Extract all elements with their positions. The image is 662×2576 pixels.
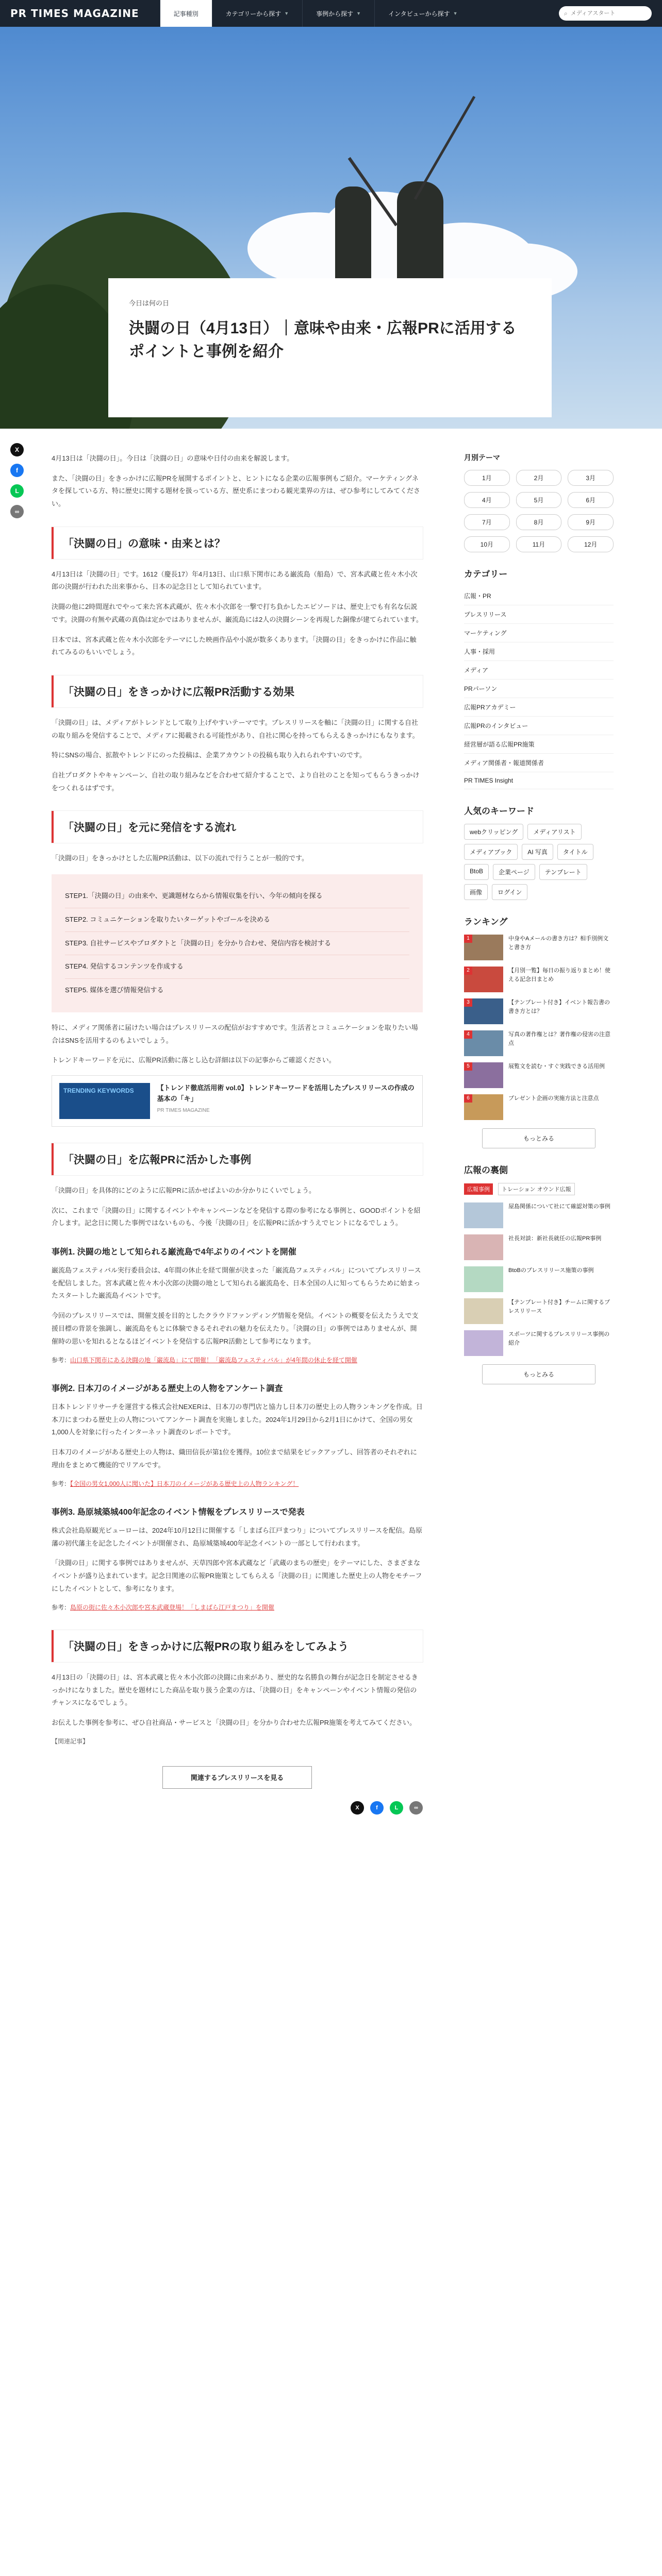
ref-prefix: 参考：	[52, 1604, 71, 1612]
ad-item[interactable]	[464, 1266, 614, 1292]
ranking-text: 【テンプレート付き】イベント報告書の書き方とは？	[508, 999, 610, 1014]
paragraph: 特に、メディア関係者に届けたい場合はプレスリリースの配信がおすすめです。生活者とコミュニケーションを取りたい場合はSNSを活用するのもよいでしょう。	[52, 1023, 418, 1044]
hero-title-card	[108, 278, 552, 417]
step-item: STEP1.「決闘の日」の由来や、更識題材ならから情報収集を行い、今年の傾向を探る	[65, 885, 409, 908]
paragraph: 「決闘の日」をきっかけとした広報PR活動は、以下の流れで行うことが一般的です。	[52, 854, 309, 862]
ad-text: 屋島関係について社にて確認対策の事例	[508, 1204, 610, 1210]
paragraph: お伝えした事例を参考に、ぜひ自社商品・サービスと「決闘の日」を分かり合わせた広報PR施策を考えてみてください。	[52, 1718, 417, 1726]
ranking-text: 展覧文を読む・すぐ実践できる活用例	[508, 1063, 605, 1070]
nav-article-type[interactable]: 記事種別	[160, 0, 212, 27]
x-icon[interactable]: X	[10, 443, 24, 456]
category-item[interactable]: 広報PRアカデミー	[464, 698, 614, 717]
nav-category[interactable]	[212, 0, 302, 27]
paragraph: 日本刀のイメージがある歴史上の人物は、織田信長が第1位を獲得。10位まで結果をピックアップし、回答者のそれぞれに理由をまとめて機能的でリアルです。	[52, 1448, 417, 1469]
keyword-tag[interactable]: テンプレート	[539, 864, 587, 880]
steps-box	[52, 874, 423, 1012]
search-input[interactable]	[571, 10, 647, 16]
section-heading: 「決闘の日」の意味・由来とは？	[52, 527, 423, 559]
link-icon[interactable]: ∞	[10, 505, 24, 518]
ad-text: スポーツに関するプレスリリース事例の紹介	[508, 1331, 610, 1346]
category-item[interactable]: プレスリリース	[464, 605, 614, 624]
ad-thumbnail	[464, 1298, 503, 1324]
step-item: STEP3. 自社サービスやプロダクトと「決闘の日」を分かり合わせ、発信内容を検討する	[65, 932, 409, 956]
ad-item[interactable]	[464, 1298, 614, 1324]
ad-thumbnail	[464, 1234, 503, 1260]
reference-link[interactable]: 島原の街に佐々木小次郎や宮本武蔵登場！「しまばら江戸まつり」を開催	[70, 1604, 275, 1612]
month-button[interactable]: 6月	[568, 492, 614, 508]
keyword-tag[interactable]: メディアブック	[464, 844, 518, 860]
category-item[interactable]: 経営層が語る広報PR施策	[464, 735, 614, 754]
paragraph: 次に、これまで「決闘の日」に関するイベントやキャンペーンなどを発信する際の参考になる事例と、GOODポイントを紹介します。記念日に関した事例ではないものも、今後「決闘の日」を広報PRに活かすうえでヒントになるでしょう。	[52, 1206, 421, 1227]
ranking-thumbnail	[464, 998, 503, 1024]
main-nav	[160, 0, 471, 27]
case-heading: 事例2. 日本刀のイメージがある歴史上の人物をアンケート調査	[52, 1384, 283, 1393]
ranking-text: 【月別一覧】毎日の振り返りまとめ！使える記念日まとめ	[508, 968, 610, 982]
ranking-item[interactable]	[464, 998, 614, 1024]
paragraph: 「決闘の日」を具体的にどのように広報PRに活かせばよいのか分かりにくいでしょう。	[52, 1187, 316, 1195]
ad-list	[464, 1202, 614, 1356]
nav-cases[interactable]	[302, 0, 374, 27]
paragraph: 4月13日の「決闘の日」は、宮本武蔵と佐々木小次郎の決闘に由来があり、歴史的な名勝負の舞台が記念日を制定させるきっかけになりました。歴史を題材にした商品を取り扱う企業の方は、「決闘の日」をキャンペーンやイベント情報の発信のチャンスになるでしょう。	[52, 1673, 418, 1707]
ranking-thumbnail	[464, 1030, 503, 1056]
month-button[interactable]: 3月	[568, 470, 614, 486]
keyword-list	[464, 824, 614, 900]
keyword-title: 人気のキーワード	[464, 806, 534, 816]
ad-category[interactable]: トレーション オウンド広報	[498, 1183, 575, 1195]
ad-thumbnail	[464, 1266, 503, 1292]
reference	[52, 1479, 423, 1490]
share-bar-bottom	[52, 1801, 423, 1815]
intro-paragraph: また、「決闘の日」をきっかけに広報PRを展開するポイントと、ヒントになる企業の広報事例もご紹介。マーケティングネタを探している方、特に歴史に関する題材を扱っている方、歴史系にまつわる観光業界の方は、ぜひ参考にしてみてください。	[52, 474, 421, 508]
category-item[interactable]: 人事・採用	[464, 642, 614, 661]
ad-text: BtoBのプレスリリース施策の事例	[508, 1267, 594, 1274]
reference	[52, 1602, 423, 1614]
keyword-tag[interactable]: 企業ページ	[493, 864, 535, 880]
search-box	[559, 6, 652, 21]
sidebar	[464, 452, 614, 1393]
month-button[interactable]: 7月	[464, 514, 510, 530]
paragraph: 日本では、宮本武蔵と佐々木小次郎をテーマにした映画作品や小説が数多くあります。「決闘の日」をきっかけに作品に触れてみるのもいいでしょう。	[52, 635, 417, 656]
ad-item[interactable]	[464, 1330, 614, 1356]
chevron-down-icon: ▼	[453, 11, 458, 16]
paragraph: 株式会社島原観光ビューローは、2024年10月12日に開催する「しまばら江戸まつり」についてプレスリリースを配信。島原藩の初代藩主を記念したイベントが開催され、島原城築城400年記念イベントの一部として行われます。	[52, 1526, 423, 1547]
month-button[interactable]: 12月	[568, 536, 614, 552]
keyword-tag[interactable]: 画像	[464, 884, 488, 900]
paragraph: 自社プロダクトやキャンペーン、自社の取り組みなどを合わせて紹介することで、より自社のことを知ってもらうきっかけをつくれるはずです。	[52, 771, 420, 792]
section-heading: 「決闘の日」を広報PRに活かした事例	[52, 1143, 423, 1175]
category-item[interactable]: PR TIMES Insight	[464, 772, 614, 789]
category-item[interactable]: マーケティング	[464, 624, 614, 642]
rank-number: 5	[464, 1062, 472, 1071]
paragraph: 巌流島フェスティバル実行委員会は、4年間の休止を経て開催が決まった「巌流島フェスティバル」についてプレスリリースを配信しました。宮本武蔵と佐々木小次郎の決闘の地として知られる巌流島を、日本全国の人に知ってもらうために始まったスタートした巌流島イベントです。	[52, 1266, 421, 1300]
facebook-icon[interactable]: f	[10, 464, 24, 477]
reference-link[interactable]: 山口県下関市にある決闘の地「巌流島」にて開催！「巌流島フェスティバル」が4年間の休止を経て開催	[70, 1357, 357, 1364]
paragraph: 今回のプレスリリースでは、開催支援を目的としたクラウドファンディング情報を発信。イベントの概要を伝えたうえで支援目標の背景を強調し、巌流島をもとに体験できるそれぞれの魅力を伝えたり。「決闘の日」の事例ではありませんが、開催時の思いを知れるとなるほどイベントを発信する広報PR活動として参考になります。	[52, 1312, 419, 1345]
ranking-text: 写真の著作権とは？著作権の侵害の注意点	[508, 1031, 610, 1046]
step-item: STEP5. 媒体を選び情報発信する	[65, 986, 164, 994]
ad-item[interactable]	[464, 1234, 614, 1260]
related-article-card[interactable]	[52, 1075, 423, 1127]
category-item[interactable]: 広報・PR	[464, 587, 614, 605]
article-body	[52, 452, 423, 1815]
hero-date-label: 今日は何の日	[129, 299, 170, 307]
paragraph: トレンドキーワードを元に、広報PR活動に落とし込む詳細は以下の記事からご確認ください。	[52, 1056, 336, 1064]
case-heading: 事例3. 島原城築城400年記念のイベント情報をプレスリリースで発表	[52, 1507, 305, 1517]
ranking-item[interactable]	[464, 967, 614, 992]
month-button[interactable]: 4月	[464, 492, 510, 508]
intro-paragraph: 4月13日は「決闘の日」。今日は「決闘の日」の意味や日付の由来を解説します。	[52, 454, 294, 462]
ad-text: 【テンプレート付き】チームに関するプレスリリース	[508, 1299, 610, 1314]
section-heading: 「決闘の日」を元に発信をする流れ	[52, 811, 423, 843]
ad-thumbnail	[464, 1330, 503, 1356]
month-button[interactable]: 5月	[516, 492, 562, 508]
keyword-tag[interactable]: webクリッピング	[464, 824, 523, 840]
site-header	[0, 0, 662, 27]
ranking-thumbnail	[464, 967, 503, 992]
rank-number: 4	[464, 1030, 472, 1039]
category-list	[464, 587, 614, 789]
ad-text: 社長対談：新社長就任の広報PR事例	[508, 1235, 602, 1242]
ad-header	[464, 1183, 614, 1195]
ad-thumbnail	[464, 1202, 503, 1228]
ad-more-button[interactable]: もっとみる	[482, 1364, 595, 1384]
rank-number: 6	[464, 1094, 472, 1103]
case-heading: 事例1. 決闘の地として知られる巌流島で4年ぶりのイベントを開催	[52, 1248, 296, 1257]
keyword-tag[interactable]: ログイン	[492, 884, 527, 900]
ranking-thumbnail	[464, 935, 503, 960]
related-press-button[interactable]: 関連するプレスリリースを見る	[162, 1766, 312, 1789]
month-button[interactable]: 9月	[568, 514, 614, 530]
month-button[interactable]: 8月	[516, 514, 562, 530]
category-item[interactable]: メディア	[464, 661, 614, 680]
chevron-down-icon: ▼	[284, 11, 289, 16]
reference	[52, 1355, 423, 1366]
nav-interview[interactable]	[374, 0, 471, 27]
month-theme-title: 月別テーマ	[464, 453, 500, 462]
card-title: 【トレンド徹底活用術 vol.0】トレンドキーワードを活用したプレスリリースの作成の基本の「キ」	[157, 1084, 415, 1103]
ranking-text: プレゼント企画の実施方法と注意点	[508, 1095, 599, 1101]
ranking-title: ランキング	[464, 917, 508, 927]
month-button[interactable]: 11月	[516, 536, 562, 552]
ranking-text: 中身やAメールの書き方は？相手別例文と書き方	[508, 936, 609, 951]
site-logo[interactable]: PR TIMES MAGAZINE	[10, 7, 139, 20]
ranking-thumbnail	[464, 1094, 503, 1120]
share-bar	[10, 443, 26, 526]
nav-label: 事例から探す	[316, 10, 354, 18]
ref-prefix: 参考：	[52, 1480, 71, 1488]
category-item[interactable]: メディア関係者・報道関係者	[464, 754, 614, 772]
paragraph: 決闘の他に2時間遅れでやって来た宮本武蔵が、佐々木小次郎を一撃で打ち負かしたエピソードは、歴史上でも有名な伝説です。決闘の有無や武蔵の真偽は定かではありませんが、巌流島には2人の決闘シーンを再現した銅像が建てられています。	[52, 603, 423, 623]
step-item: STEP4. 発信するコンテンツを作成する	[65, 955, 409, 979]
paragraph: 日本トレンドリサーチを運営する株式会社NEXERは、日本刀の専門店と協力し日本刀の歴史上の人物ランキングを作成。日本刀にまつわる歴史上の人物についてアンケート調査を実施しました。2024年1月29日から2月1日にかけて、全国の男女1,000人を対象に行ったインターネット調査のレポートです。	[52, 1402, 423, 1436]
ranking-item[interactable]	[464, 935, 614, 960]
category-title: カテゴリー	[464, 569, 508, 579]
related-tag: 【関連記事】	[52, 1737, 89, 1745]
month-button[interactable]: 1月	[464, 470, 510, 486]
paragraph: 4月13日は「決闘の日」です。1612（慶長17）年4月13日、山口県下関市にある巌流島（船島）で、宮本武蔵と佐々木小次郎の決闘が行われた出来事から、日本の記念日として知られています。	[52, 570, 418, 591]
paragraph: 「決闘の日」に関する事例ではありませんが、天草四郎や宮本武蔵など「武蔵のまちの歴史」をテーマにした、さまざまなイベントが盛り込まれています。記念日関連の広報PR施策としてもらえる「決闘の日」に関連した歴史上の人物をモチーフにしたイベントとして、参考になります。	[52, 1559, 422, 1592]
keyword-tag[interactable]: タイトル	[557, 844, 593, 860]
month-button[interactable]: 2月	[516, 470, 562, 486]
rank-number: 2	[464, 967, 472, 975]
section-heading: 「決闘の日」をきっかけに広報PR活動する効果	[52, 675, 423, 707]
keyword-tag[interactable]: BtoB	[464, 864, 489, 880]
card-source: PR TIMES MAGAZINE	[157, 1107, 210, 1113]
rank-number: 3	[464, 998, 472, 1007]
month-button[interactable]: 10月	[464, 536, 510, 552]
keyword-tag[interactable]: AI 写真	[522, 844, 553, 860]
ad-label[interactable]: 広報事例	[464, 1183, 493, 1195]
ranking-more-button[interactable]: もっとみる	[482, 1128, 595, 1148]
ranking-item[interactable]	[464, 1094, 614, 1120]
link-icon[interactable]: ∞	[409, 1801, 423, 1815]
ranking-list	[464, 935, 614, 1120]
ad-title: 広報の裏側	[464, 1165, 508, 1175]
card-thumbnail: TRENDING KEYWORDS	[59, 1083, 150, 1119]
ranking-item[interactable]	[464, 1062, 614, 1088]
ranking-thumbnail	[464, 1062, 503, 1088]
keyword-tag[interactable]: メディアリスト	[527, 824, 581, 840]
page-title: 決闘の日（4月13日）｜意味や由来・広報PRに活用するポイントと事例を紹介	[129, 320, 517, 360]
section-heading: 「決闘の日」をきっかけに広報PRの取り組みをしてみよう	[52, 1630, 423, 1662]
chevron-down-icon: ▼	[356, 11, 361, 16]
step-item: STEP2. コミュニケーションを取りたいターゲットやゴールを決める	[65, 908, 409, 932]
line-icon[interactable]: L	[10, 484, 24, 498]
line-icon[interactable]: L	[390, 1801, 403, 1815]
category-item[interactable]: 広報PRのインタビュー	[464, 717, 614, 735]
nav-label: カテゴリーから探す	[225, 10, 282, 18]
month-grid	[464, 470, 614, 552]
paragraph: 特にSNSの場合、拡散やトレンドにのった投稿は、企業アカウントの投稿も取り入れられやすいのです。	[52, 751, 366, 759]
rank-number: 1	[464, 935, 472, 943]
paragraph: 「決闘の日」は、メディアがトレンドとして取り上げやすいテーマです。プレスリリースを軸に「決闘の日」に関する自社の取り組みを発信することで、メディアに掲載される可能性があり、自社に関心を持ってもらえるきっかけにもなります。	[52, 718, 419, 739]
ranking-item[interactable]	[464, 1030, 614, 1056]
ref-prefix: 参考：	[52, 1357, 71, 1364]
facebook-icon[interactable]: f	[370, 1801, 384, 1815]
x-icon[interactable]: X	[351, 1801, 364, 1815]
category-item[interactable]: PRパーソン	[464, 680, 614, 698]
ad-item[interactable]	[464, 1202, 614, 1228]
nav-label: インタビューから探す	[388, 10, 450, 18]
reference-link[interactable]: 【全国の男女1,000人に聞いた】日本刀のイメージがある歴史上の人物ランキング！	[70, 1480, 299, 1488]
search-icon[interactable]: ⌕	[564, 9, 568, 17]
